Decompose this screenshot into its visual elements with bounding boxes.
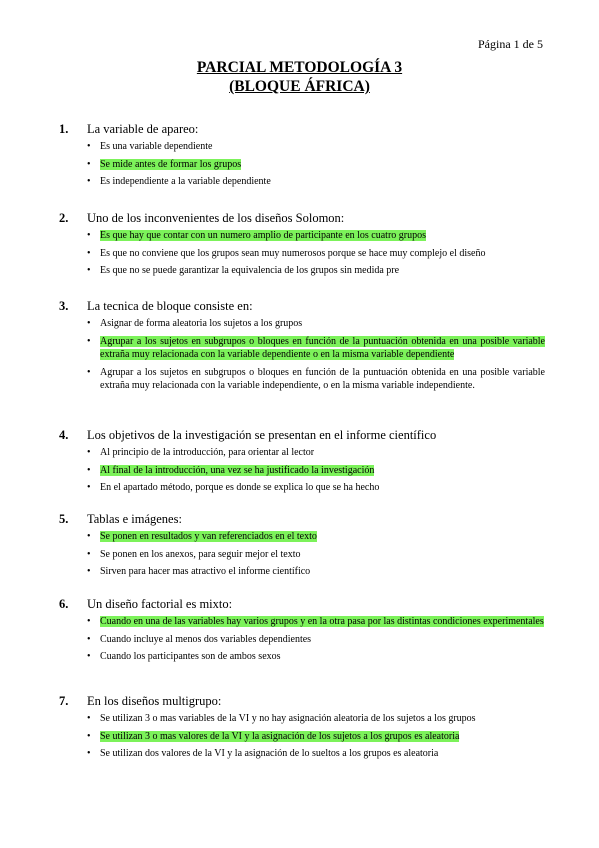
bullet-icon: •	[87, 366, 91, 378]
bullet-icon: •	[87, 566, 91, 577]
answer-option-correct: • Se ponen en resultados y van referenciados en el texto	[87, 531, 317, 542]
answer-option-correct: • Se mide antes de formar los grupos	[87, 158, 242, 170]
question-1	[59, 121, 545, 193]
question-text: La tecnica de bloque consiste en:	[87, 299, 253, 313]
title-line-1: PARCIAL METODOLOGÍA 3	[196, 59, 403, 76]
bullet-icon: •	[87, 265, 91, 276]
question-text: Uno de los inconvenientes de los diseños Solomon:	[87, 211, 345, 225]
bullet-icon: •	[87, 158, 91, 170]
bullet-icon: •	[87, 464, 91, 476]
answer-option: • Cuando los participantes son de ambos sexos	[87, 651, 281, 662]
question-text: Tablas e imágenes:	[87, 512, 182, 526]
page-number: Página 1 de 5	[478, 37, 543, 51]
question-5	[59, 511, 545, 583]
answer-option-correct: • Se utilizan 3 o mas valores de la VI y la asignación de los sujetos a los grupos es aleatoria	[87, 730, 460, 742]
bullet-icon: •	[87, 447, 91, 458]
bullet-icon: •	[87, 531, 91, 542]
question-number: 1.	[59, 122, 69, 136]
bullet-icon: •	[87, 748, 91, 759]
answer-option: • Asignar de forma aleatoria los sujetos a los grupos	[87, 318, 303, 329]
question-number: 2.	[59, 211, 69, 225]
document-title	[0, 58, 599, 96]
question-number: 3.	[59, 299, 69, 313]
answer-option: • Se utilizan 3 o mas variables de la VI y no hay asignación aleatoria de los sujetos a los grupos	[87, 713, 476, 724]
answer-option: • Cuando incluye al menos dos variables dependientes	[87, 633, 312, 645]
question-2	[59, 210, 545, 282]
question-6	[59, 596, 545, 668]
question-text: Los objetivos de la investigación se presentan en el informe científico	[87, 428, 437, 442]
answer-option: • Se ponen en los anexos, para seguir mejor el texto	[87, 548, 301, 560]
question-text: La variable de apareo:	[87, 122, 199, 136]
answer-option: • Es que no conviene que los grupos sean muy numerosos porque se hace muy complejo el diseño	[87, 247, 486, 259]
answer-option-correct: • Agrupar a los sujetos en subgrupos o bloques en función de la puntuación obtenida en una posible variable extraña muy relacionada con la variable dependiente o en la misma variable dependiente	[87, 335, 545, 360]
bullet-icon: •	[87, 141, 91, 152]
bullet-icon: •	[87, 651, 91, 662]
answer-option-correct: • Es que hay que contar con un numero amplio de participante en los cuatro grupos	[87, 230, 427, 241]
answer-option: • Es una variable dependiente	[87, 141, 213, 152]
answer-option: • En el apartado método, porque es donde se explica lo que se ha hecho	[87, 482, 380, 493]
answer-option: • Se utilizan dos valores de la VI y la asignación de lo sueltos a los grupos es aleatoria	[87, 748, 439, 759]
bullet-icon: •	[87, 730, 91, 742]
question-number: 7.	[59, 694, 69, 708]
bullet-icon: •	[87, 318, 91, 329]
answer-option: • Es independiente a la variable dependiente	[87, 176, 271, 187]
bullet-icon: •	[87, 335, 91, 347]
bullet-icon: •	[87, 230, 91, 241]
question-7	[59, 693, 545, 765]
title-line-2: (BLOQUE ÁFRICA)	[229, 78, 370, 95]
question-4	[59, 427, 545, 499]
bullet-icon: •	[87, 713, 91, 724]
question-text: Un diseño factorial es mixto:	[87, 597, 233, 611]
question-number: 4.	[59, 428, 69, 442]
bullet-icon: •	[87, 482, 91, 493]
question-number: 5.	[59, 512, 69, 526]
answer-option-correct: • Al final de la introducción, una vez se ha justificado la investigación	[87, 464, 375, 476]
answer-option: • Agrupar a los sujetos en subgrupos o bloques en función de la puntuación obtenida en una posible variable extraña muy relacionada con la variable independiente, o en la misma variable independiente.	[87, 366, 545, 391]
question-text: En los diseños multigrupo:	[87, 694, 222, 708]
bullet-icon: •	[87, 176, 91, 187]
question-3	[59, 298, 545, 397]
question-number: 6.	[59, 597, 69, 611]
answer-option-correct: • Cuando en una de las variables hay varios grupos y en la otra pasa por las distintas condiciones experimentales	[87, 616, 544, 627]
answer-option: • Sirven para hacer mas atractivo el informe científico	[87, 566, 311, 577]
bullet-icon: •	[87, 247, 91, 259]
bullet-icon: •	[87, 548, 91, 560]
bullet-icon: •	[87, 633, 91, 645]
bullet-icon: •	[87, 616, 91, 627]
answer-option: • Es que no se puede garantizar la equivalencia de los grupos sin medida pre	[87, 265, 400, 276]
answer-option: • Al principio de la introducción, para orientar al lector	[87, 447, 315, 458]
